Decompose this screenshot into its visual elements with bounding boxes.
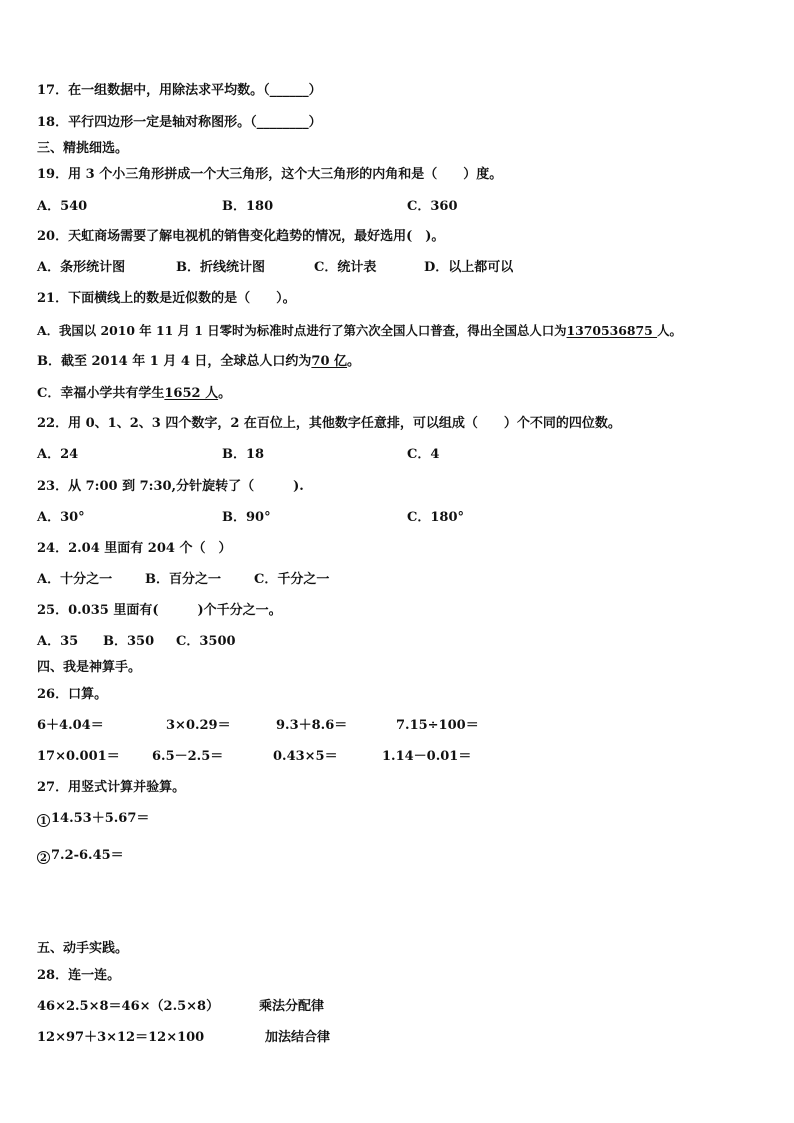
- section-3-heading: 三、精挑细选。: [37, 141, 129, 156]
- q21-b-underlined: 70 亿: [311, 354, 348, 369]
- q21-option-b: [37, 353, 360, 371]
- q28-right-1: 乘法分配律: [259, 999, 325, 1014]
- q25-option-c: C．3500: [176, 634, 236, 649]
- q19-option-b: B．180: [222, 199, 274, 214]
- q24-option-c: C．千分之一: [254, 572, 330, 587]
- q27-item-1: [37, 810, 149, 828]
- question-17: 17．在一组数据中，用除法求平均数。（______）: [37, 83, 322, 98]
- q22-option-b: B．18: [222, 447, 265, 462]
- q26-calc-2: 3×0.29＝: [166, 718, 231, 733]
- q28-right-2: 加法结合律: [265, 1030, 331, 1045]
- section-5-heading: 五、动手实践。: [37, 941, 129, 956]
- q23-option-a: A．30°: [37, 510, 85, 525]
- circled-number-2: 2: [37, 851, 50, 864]
- question-24: 24．2.04 里面有 204 个（ ）: [37, 541, 232, 556]
- q23-option-b: B．90°: [222, 510, 271, 525]
- question-23: 23．从 7:00 到 7:30,分针旋转了（ ).: [37, 479, 304, 494]
- q20-option-d: D．以上都可以: [424, 260, 514, 275]
- q21-b-tail: 。: [347, 354, 361, 369]
- q21-option-c: [37, 385, 231, 403]
- q21-c-text: C．幸福小学共有学生: [37, 386, 165, 401]
- q25-option-a: A．35: [37, 634, 79, 649]
- q26-calc-4: 7.15÷100＝: [396, 718, 479, 733]
- q21-a-underlined: 1370536875: [566, 323, 658, 338]
- q27-item-2-expr: 7.2-6.45＝: [51, 848, 124, 863]
- q22-option-c: C．4: [407, 447, 440, 462]
- q26-calc-5: 17×0.001＝: [37, 749, 120, 764]
- q28-left-1: 46×2.5×8＝46×（2.5×8）: [37, 999, 220, 1014]
- q28-left-2: 12×97＋3×12＝12×100: [37, 1030, 205, 1045]
- q23-option-c: C．180°: [407, 510, 464, 525]
- q19-option-a: A．540: [37, 199, 88, 214]
- question-26: 26．口算。: [37, 687, 108, 702]
- q21-b-text: B．截至 2014 年 1 月 4 日，全球总人口约为: [37, 354, 312, 369]
- q21-c-underlined: 1652 人: [164, 386, 219, 401]
- q27-item-2: [37, 847, 124, 865]
- question-28: 28．连一连。: [37, 968, 121, 983]
- question-25: 25．0.035 里面有( )个千分之一。: [37, 603, 282, 618]
- q26-calc-7: 0.43×5＝: [273, 749, 338, 764]
- q26-calc-6: 6.5－2.5＝: [152, 749, 224, 764]
- q21-option-a: [37, 322, 682, 340]
- q21-a-tail: 人。: [657, 323, 682, 338]
- q21-a-text: A．我国以 2010 年 11 月 1 日零时为标准时点进行了第六次全国人口普查，得出全国总人口为: [37, 323, 567, 338]
- question-19: 19．用 3 个小三角形拼成一个大三角形，这个大三角形的内角和是（ ）度。: [37, 167, 503, 182]
- question-22: 22．用 0、1、2、3 四个数字，2 在百位上，其他数字任意排，可以组成（ ）个不同的四位数。: [37, 416, 621, 431]
- q26-calc-8: 1.14－0.01＝: [382, 749, 472, 764]
- q22-option-a: A．24: [37, 447, 79, 462]
- q24-option-a: A．十分之一: [37, 572, 113, 587]
- q25-option-b: B．350: [103, 634, 155, 649]
- question-18: 18．平行四边形一定是轴对称图形。（________）: [37, 115, 322, 130]
- q26-calc-3: 9.3＋8.6＝: [276, 718, 348, 733]
- q20-option-c: C．统计表: [314, 260, 377, 275]
- section-4-heading: 四、我是神算手。: [37, 660, 142, 675]
- question-21: 21．下面横线上的数是近似数的是（ ）。: [37, 291, 296, 306]
- q21-c-tail: 。: [218, 386, 232, 401]
- q20-option-b: B．折线统计图: [176, 260, 265, 275]
- q19-option-c: C．360: [407, 199, 458, 214]
- question-27: 27．用竖式计算并验算。: [37, 780, 186, 795]
- question-20: 20．天虹商场需要了解电视机的销售变化趋势的情况，最好选用( )。: [37, 229, 445, 244]
- q26-calc-1: 6＋4.04＝: [37, 718, 104, 733]
- q24-option-b: B．百分之一: [145, 572, 221, 587]
- q20-option-a: A．条形统计图: [37, 260, 126, 275]
- q27-item-1-expr: 14.53＋5.67＝: [51, 811, 150, 826]
- circled-number-1: 1: [37, 814, 50, 827]
